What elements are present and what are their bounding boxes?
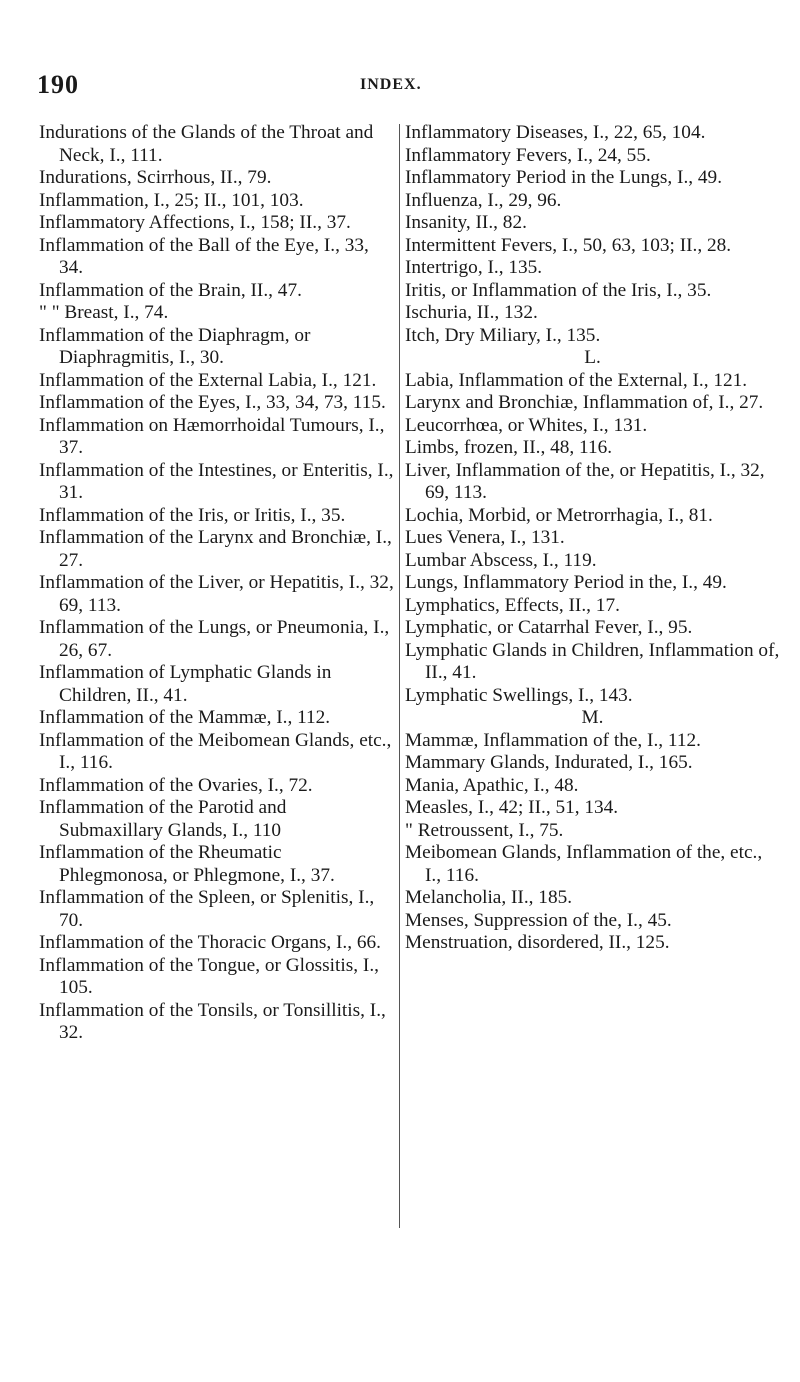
index-entry: Intermittent Fevers, I., 50, 63, 103; II., 28. (405, 234, 732, 256)
index-entry: Inflammatory Diseases, I., 22, 65, 104. (405, 122, 706, 143)
index-entry: Inflammation of the Parotid and Submaxillary Glands, I., 110 (39, 797, 287, 841)
index-entry: Inflammation of the Rheumatic Phlegmonosa, or Phlegmone, I., 37. (39, 842, 335, 886)
index-entry: Melancholia, II., 185. (405, 887, 573, 908)
index-entry: Inflammation of the Brain, II., 47. (39, 279, 302, 301)
section-letter: M. (581, 707, 604, 728)
index-entry: Inflammation of the Ball of the Eye, I., 33, 34. (39, 234, 369, 278)
index-entry: Measles, I., 42; II., 51, 134. (405, 797, 619, 818)
index-entry: Iritis, or Inflammation of the Iris, I., 35. (405, 279, 712, 301)
index-entry: Lungs, Inflammatory Period in the, I., 49. (405, 572, 727, 593)
index-entry: Mammæ, Inflammation of the, I., 112. (405, 729, 701, 751)
index-entry: Inflammation of the Intestines, or Enteritis, I., 31. (39, 459, 394, 503)
index-entry: Mammary Glands, Indurated, I., 165. (405, 752, 693, 773)
running-head: INDEX. (360, 76, 422, 93)
index-entry: Inflammatory Period in the Lungs, I., 49. (405, 167, 723, 188)
index-entry: " Retroussent, I., 75. (405, 819, 564, 841)
index-entry: Influenza, I., 29, 96. (405, 189, 562, 211)
column-divider (399, 124, 400, 1228)
index-entry: Indurations of the Glands of the Throat and Neck, I., 111. (39, 122, 374, 166)
index-entry: Inflammation of the Ovaries, I., 72. (39, 774, 313, 796)
index-entry: Lymphatic Swellings, I., 143. (405, 684, 633, 706)
index-entry: Limbs, frozen, II., 48, 116. (405, 437, 613, 458)
index-entry: Lochia, Morbid, or Metrorrhagia, I., 81. (405, 504, 713, 526)
index-entry: Itch, Dry Miliary, I., 135. (405, 324, 601, 346)
index-entry: Inflammation of the Liver, or Hepatitis, I., 32, 69, 113. (39, 572, 394, 616)
index-entry: Inflammatory Fevers, I., 24, 55. (405, 144, 651, 166)
index-entry: " " Breast, I., 74. (39, 302, 169, 323)
index-entry: Meibomean Glands, Inflammation of the, etc., I., 116. (405, 842, 763, 886)
index-entry: Inflammation of the Tongue, or Glossitis, I., 105. (39, 954, 379, 998)
index-entry: Lymphatic Glands in Children, Inflammation of, II., 41. (405, 639, 780, 683)
index-entry: Larynx and Bronchiæ, Inflammation of, I., 27. (405, 392, 764, 413)
index-entry: Inflammation of the Spleen, or Splenitis, I., 70. (39, 887, 375, 931)
index-entry: Intertrigo, I., 135. (405, 257, 543, 278)
index-entry: Inflammation of the Thoracic Organs, I., 66. (39, 932, 381, 953)
index-entry: Lues Venera, I., 131. (405, 527, 565, 548)
index-column-left (39, 122, 395, 1045)
index-entry: Inflammation, I., 25; II., 101, 103. (39, 189, 304, 211)
index-entry: Labia, Inflammation of the External, I., 121. (405, 369, 748, 391)
index-entry: Ischuria, II., 132. (405, 302, 538, 323)
index-entry: Inflammation of Lymphatic Glands in Children, II., 41. (39, 662, 332, 706)
index-entry: Lumbar Abscess, I., 119. (405, 549, 597, 571)
index-entry: Liver, Inflammation of the, or Hepatitis, I., 32, 69, 113. (405, 459, 765, 503)
index-entry: Inflammation of the Mammæ, I., 112. (39, 707, 331, 728)
index-entry: Inflammation of the Eyes, I., 33, 34, 73, 115. (39, 392, 386, 413)
index-entry: Inflammation of the Tonsils, or Tonsillitis, I., 32. (39, 999, 386, 1043)
index-entry: Menses, Suppression of the, I., 45. (405, 909, 672, 931)
section-letter: L. (584, 347, 601, 368)
index-entry: Inflammatory Affections, I., 158; II., 37. (39, 212, 351, 233)
index-entry: Inflammation of the Lungs, or Pneumonia, I., 26, 67. (39, 617, 390, 661)
index-entry: Inflammation of the Iris, or Iritis, I., 35. (39, 504, 346, 526)
index-entry: Indurations, Scirrhous, II., 79. (39, 167, 272, 188)
index-entry: Mania, Apathic, I., 48. (405, 774, 579, 796)
index-entry: Inflammation of the External Labia, I., 121. (39, 369, 377, 391)
page-number: 190 (37, 70, 79, 99)
index-entry: Inflammation of the Meibomean Glands, etc., I., 116. (39, 729, 392, 773)
index-entry: Insanity, II., 82. (405, 212, 527, 233)
index-entry: Menstruation, disordered, II., 125. (405, 932, 670, 953)
index-entry: Inflammation on Hæmorrhoidal Tumours, I., 37. (39, 414, 385, 458)
index-entry: Lymphatic, or Catarrhal Fever, I., 95. (405, 617, 693, 638)
index-entry: Inflammation of the Diaphragm, or Diaphragmitis, I., 30. (39, 324, 311, 368)
index-entry: Lymphatics, Effects, II., 17. (405, 594, 620, 616)
index-entry: Inflammation of the Larynx and Bronchiæ, I., 27. (39, 527, 392, 571)
index-entry: Leucorrhœa, or Whites, I., 131. (405, 414, 648, 436)
index-column-right (405, 122, 780, 955)
